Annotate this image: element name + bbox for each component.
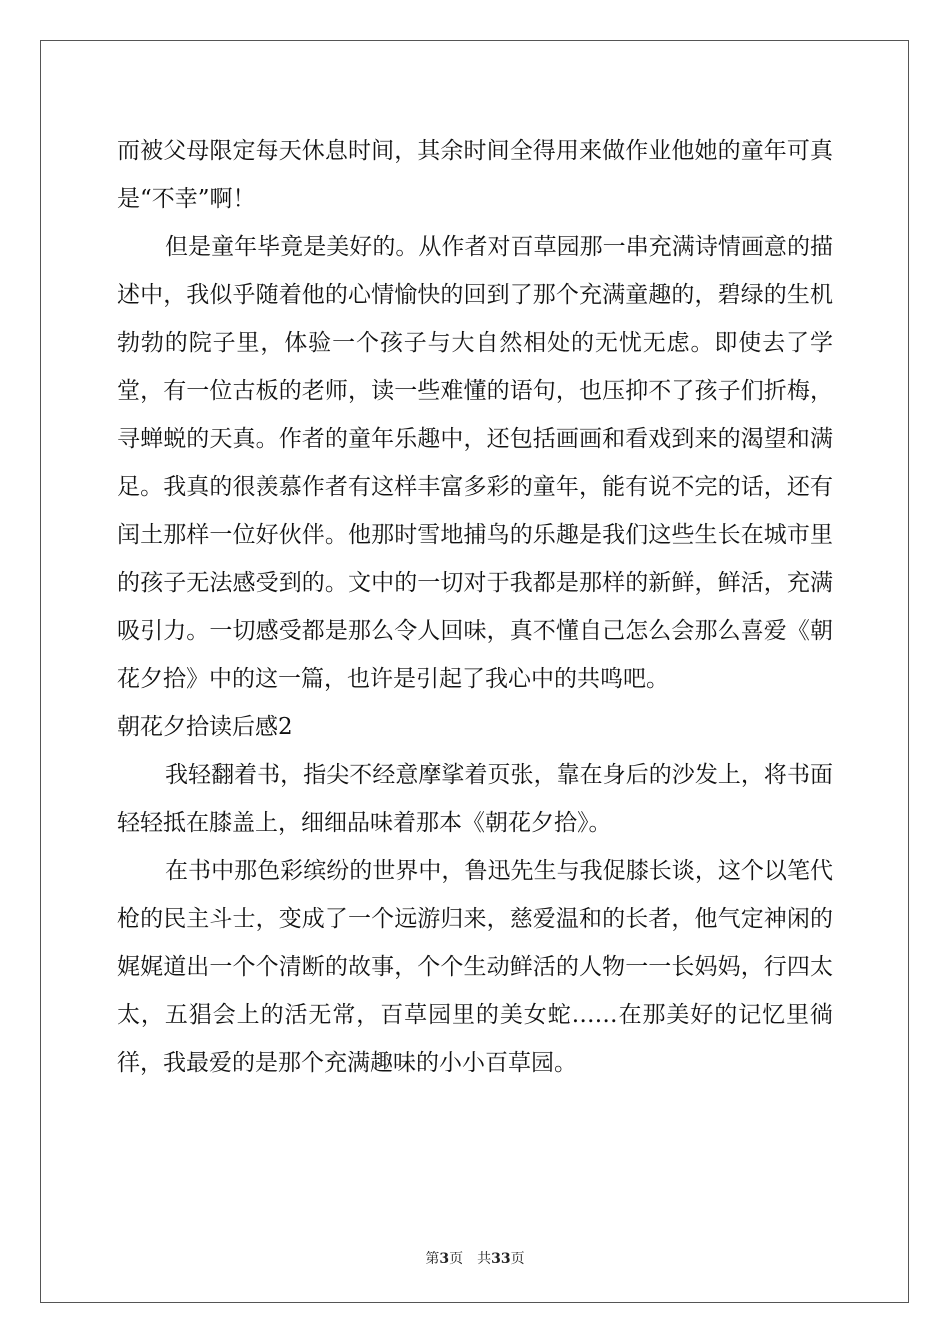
document-body xyxy=(117,127,833,1087)
page-footer xyxy=(0,1248,950,1268)
footer-prefix: 第 xyxy=(425,1251,440,1267)
paragraph-2: 但是童年毕竟是美好的。从作者对百草园那一串充满诗情画意的描述中，我似乎随着他的心情愉快的回到了那个充满童趣的，碧绿的生机勃勃的院子里，体验一个孩子与大自然相处的无忧无虑。即使去了学堂，有一位古板的老师，读一些难懂的语句，也压抑不了孩子们折梅，寻蝉蜕的天真。作者的童年乐趣中，还包括画画和看戏到来的渴望和满足。我真的很羡慕作者有这样丰富多彩的童年，能有说不完的话，还有闰土那样一位好伙伴。他那时雪地捕鸟的乐趣是我们这些生长在城市里的孩子无法感受到的。文中的一切对于我都是那样的新鲜，鲜活，充满吸引力。一切感受都是那么令人回味，真不懂自己怎么会那么喜爱《朝花夕拾》中的这一篇，也许是引起了我心中的共鸣吧。 xyxy=(117,234,833,692)
paragraph-1: 而被父母限定每天休息时间，其余时间全得用来做作业他她的童年可真是“不幸”啊！ xyxy=(117,138,833,212)
footer-page-number: 3 xyxy=(439,1251,450,1267)
paragraph-3: 我轻翻着书，指尖不经意摩挲着页张，靠在身后的沙发上，将书面轻轻抵在膝盖上，细细品味着那本《朝花夕拾》。 xyxy=(117,762,833,836)
paragraph-4: 在书中那色彩缤纷的世界中，鲁迅先生与我促膝长谈，这个以笔代枪的民主斗士，变成了一个远游归来，慈爱温和的长者，他气定神闲的娓娓道出一个个清断的故事，个个生动鲜活的人物一一长妈妈，行四太太，五猖会上的活无常，百草园里的美女蛇……在那美好的记忆里徜徉，我最爱的是那个充满趣味的小小百草园。 xyxy=(117,858,833,1076)
footer-suffix: 页 xyxy=(510,1251,525,1267)
footer-mid: 页 共 xyxy=(449,1251,492,1267)
footer-total-pages: 33 xyxy=(491,1251,511,1267)
section-title: 朝花夕拾读后感2 xyxy=(117,714,293,740)
